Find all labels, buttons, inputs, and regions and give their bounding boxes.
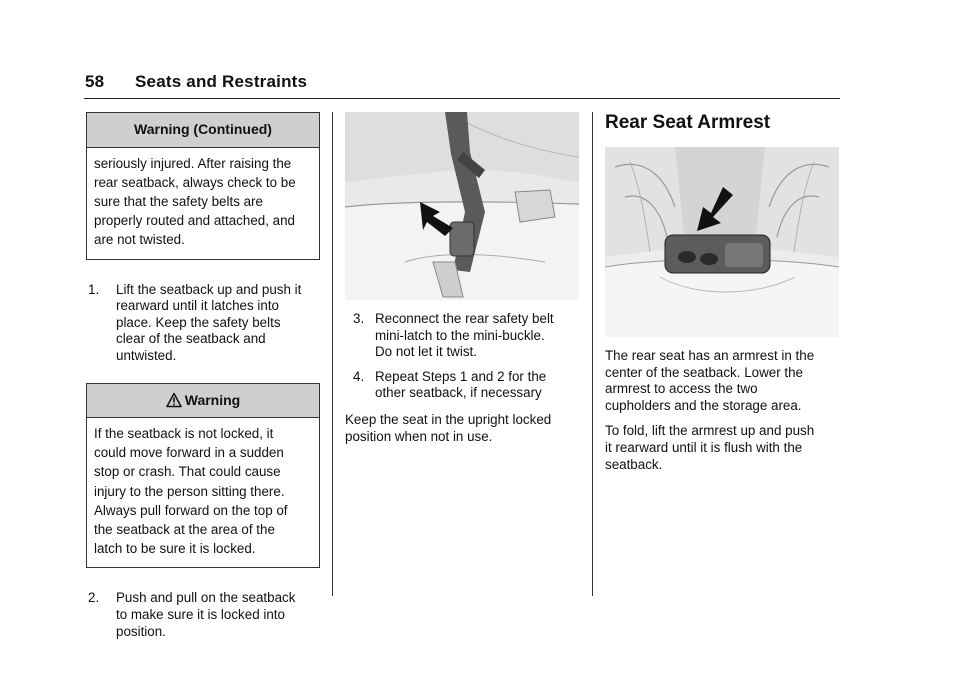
warning-continued-line: seriously injured. After raising the [94, 155, 292, 171]
column-divider-1 [332, 112, 333, 596]
warning-line: If the seatback is not locked, it [94, 426, 274, 442]
warning-title-row [87, 384, 319, 419]
step-line: Reconnect the rear safety belt [375, 311, 554, 326]
warning-continued-line: are not twisted. [94, 232, 185, 248]
alert-triangle-icon [166, 392, 182, 408]
paragraph [605, 423, 839, 473]
seat-belt-latch-illustration [345, 112, 579, 300]
paragraph [345, 412, 579, 445]
step-number: 2. [88, 590, 100, 606]
step-3 [345, 311, 579, 361]
step-line: rearward until it latches into [116, 298, 279, 314]
step-1 [86, 282, 320, 365]
step-line: to make sure it is locked into [116, 607, 285, 622]
step-2 [86, 590, 320, 640]
rear-seat-armrest-illustration [605, 147, 839, 337]
column-1 [86, 112, 320, 654]
warning-line: stop or crash. That could cause [94, 464, 281, 480]
page-header [84, 66, 840, 99]
column-divider-2 [592, 112, 593, 596]
paragraph-line: it rearward until it is flush with the [605, 439, 803, 455]
paragraph-line: position when not in use. [345, 428, 493, 444]
paragraph-line: armrest to access the two [605, 381, 758, 397]
chapter-title: Seats and Restraints [135, 72, 308, 91]
warning-continued-line: sure that the safety belts are [94, 193, 263, 209]
step-line: clear of the seatback and [116, 331, 266, 347]
paragraph-line: Keep the seat in the upright locked [345, 411, 552, 427]
warning-line: the seatback at the area of the [94, 522, 275, 538]
warning-line: injury to the person sitting there. [94, 483, 285, 499]
section-title: Rear Seat Armrest [605, 112, 771, 133]
step-line: Do not let it twist. [375, 344, 477, 360]
step-number: 1. [88, 281, 100, 297]
step-number: 3. [353, 311, 365, 326]
paragraph-line: To fold, lift the armrest up and push [605, 423, 815, 439]
step-line: place. Keep the safety belts [116, 314, 281, 330]
step-line: position. [116, 623, 166, 639]
warning-line: could move forward in a sudden [94, 445, 284, 461]
warning-line: Always pull forward on the top of [94, 502, 288, 518]
step-4 [345, 369, 579, 402]
warning-line: latch to be sure it is locked. [94, 541, 256, 557]
step-line: other seatback, if necessary [375, 385, 542, 401]
warning-continued-title: Warning (Continued) [87, 113, 319, 148]
paragraph-line: cupholders and the storage area. [605, 397, 802, 413]
step-number: 4. [353, 368, 365, 384]
paragraph-line: seatback. [605, 456, 663, 472]
warning-continued-line: properly routed and attached, and [94, 213, 296, 229]
paragraph-line: center of the seatback. Lower the [605, 364, 804, 380]
step-line: mini-latch to the mini-buckle. [375, 327, 545, 343]
step-line: Repeat Steps 1 and 2 for the [375, 368, 547, 384]
step-line: untwisted. [116, 347, 177, 363]
column-2 [345, 112, 579, 454]
step-line: Lift the seatback up and push it [116, 281, 302, 297]
warning-continued-box [86, 112, 320, 260]
paragraph-line: The rear seat has an armrest in the [605, 348, 815, 363]
column-3 [605, 112, 839, 482]
warning-box [86, 383, 320, 569]
page-number: 58 [85, 72, 105, 91]
warning-continued-line: rear seatback, always check to be [94, 174, 296, 190]
step-line: Push and pull on the seatback [116, 590, 296, 606]
warning-title: Warning [184, 391, 241, 408]
paragraph [605, 348, 839, 414]
